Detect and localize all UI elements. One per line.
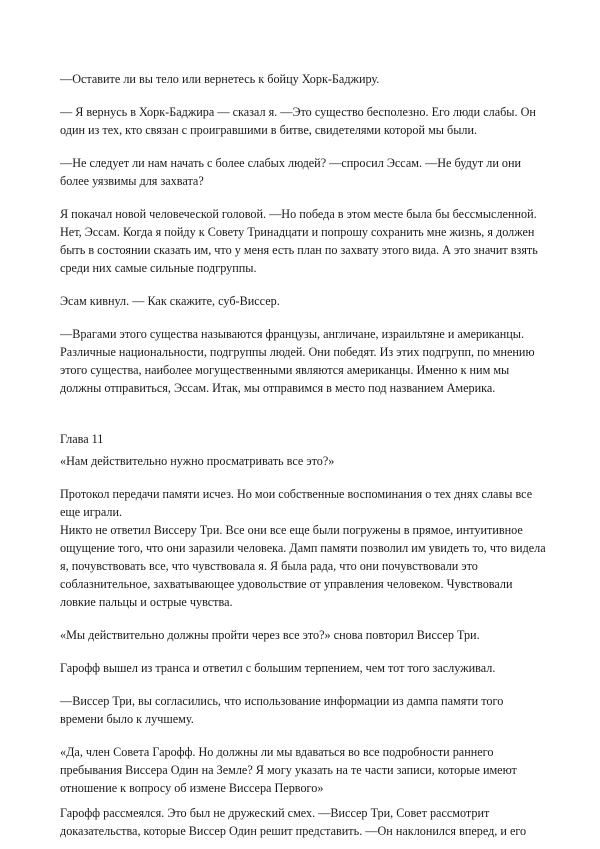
paragraph [60,325,550,397]
text-line: Гарофф вышел из транса и ответил с большим терпением, чем тот того заслуживал. [60,661,496,675]
text-line: Никто не ответил Виссеру Три. Все они все еще были погружены в прямое, интуитивное [60,523,523,537]
text-line: этого существа, наиболее могущественными являются американцы. Именно к ним мы [60,363,510,377]
text-line: Гарофф рассмеялся. Это был не дружеский смех. —Виссер Три, Совет рассмотрит [60,806,490,820]
paragraph [60,70,550,88]
paragraph [60,452,550,470]
text-line: среди них самые сильные подгруппы. [60,261,257,275]
text-line: пребывания Виссера Один на Земле? Я могу указать на те части записи, которые имеют [60,763,517,777]
text-line: времени было к лучшему. [60,712,194,726]
text-line: «Нам действительно нужно просматривать все это?» [60,454,335,468]
paragraph [60,154,550,190]
text-line: доказательства, которые Виссер Один решит представить. —Он наклонился вперед, и его [60,824,527,838]
text-line: —Не следует ли нам начать с более слабых людей? —спросил Эссам. —Не будут ли они [60,156,522,170]
paragraph [60,205,550,277]
paragraph [60,626,550,644]
document-page [60,70,550,840]
spacer [60,412,550,430]
paragraph [60,692,550,728]
text-line: ловкие пальцы и острые чувства. [60,595,233,609]
text-line: —Оставите ли вы тело или вернетесь к бойцу Хорк-Баджиру. [60,72,380,86]
text-line: более уязвимы для захвата? [60,174,204,188]
paragraph [60,292,550,310]
text-line: Различные национальности, подгруппы людей. Они победят. Из этих подгрупп, по мнению [60,345,535,359]
text-line: соблазнительное, захватывающее удовольствие от управления человеком. Чувствовали [60,577,513,591]
text-line: Я покачал новой человеческой головой. —Но победа в этом месте была бы бессмысленной. [60,207,537,221]
text-line: Протокол передачи памяти исчез. Но мои собственные воспоминания о тех днях славы все [60,487,533,501]
paragraph [60,103,550,139]
text-line: отношение к вопросу об измене Виссера Первого» [60,781,324,795]
text-line: еще играли. [60,505,123,519]
text-line: один из тех, кто связан с проигравшими в битве, свидетелями которой мы были. [60,123,478,137]
text-line: Нет, Эссам. Когда я пойду к Совету Тринадцати и попрошу сохранить мне жизнь, я должен [60,225,535,239]
paragraph [60,659,550,677]
paragraph [60,485,550,611]
text-line: должны отправиться, Эссам. Итак, мы отправимся в место под названием Америка. [60,381,496,395]
text-line: «Да, член Совета Гарофф. Но должны ли мы вдаваться во все подробности раннего [60,745,494,759]
text-line: — Я вернусь в Хорк-Баджира — сказал я. —Это существо бесполезно. Его люди слабы. Он [60,105,536,119]
text-line: —Виссер Три, вы согласились, что использование информации из дампа памяти того [60,694,504,708]
text-line: Эсам кивнул. — Как скажите, суб-Виссер. [60,294,280,308]
paragraph [60,743,550,797]
text-line: быть в состоянии сказать им, что у меня есть план по захвату этого вида. А это значит взять [60,243,538,257]
text-line: —Врагами этого существа называются французы, англичане, израильтяне и американцы. [60,327,525,341]
text-line: я, почувствовать все, что чувствовала я. Я была рада, что они почувствовали это [60,559,478,573]
text-line: «Мы действительно должны пройти через все это?» снова повторил Виссер Три. [60,628,480,642]
text-line: ощущение того, что они заразили человека. Дамп памяти позволил им увидеть то, что видела [60,541,546,555]
chapter-title: Глава 11 [60,432,104,446]
paragraph [60,804,550,840]
